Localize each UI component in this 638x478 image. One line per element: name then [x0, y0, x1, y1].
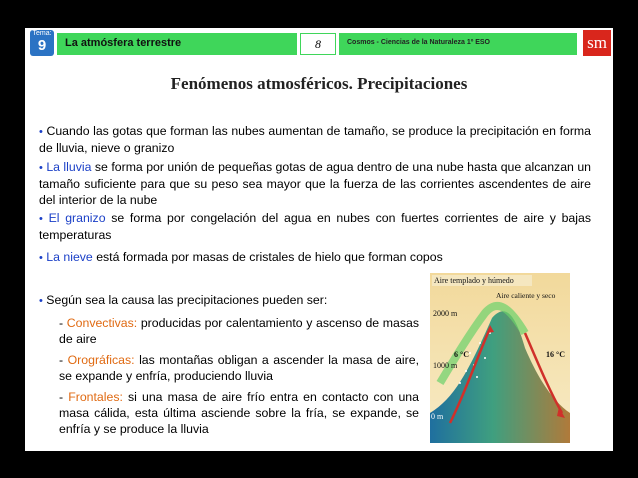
unit-title: La atmósfera terrestre [65, 37, 182, 49]
book-title: Cosmos - Ciencias de la Naturaleza 1º ESO [347, 39, 490, 46]
label-aire-templado: Aire templado y húmedo [434, 276, 514, 285]
altitude-2000: 2000 m [433, 309, 458, 318]
term-orograficas: Orográficas: [67, 353, 135, 367]
unit-title-bar [57, 33, 297, 55]
type-orograficas [59, 352, 419, 384]
bullet-lluvia [39, 159, 591, 208]
tema-number: 9 [37, 37, 47, 54]
term-frontales: Frontales: [68, 390, 123, 404]
slide [25, 28, 613, 451]
bullet-icon: • [39, 213, 43, 225]
bullet-precipitacion [39, 123, 591, 156]
dash: - [59, 390, 64, 404]
term-nieve: La nieve [46, 250, 93, 264]
bullet-text: está formada por masas de cristales de hielo que forman copos [92, 250, 443, 264]
type-convectivas [59, 315, 419, 347]
temp-right: 16 °C [546, 350, 565, 359]
bullet-nieve [39, 249, 591, 266]
bullet-icon: • [39, 162, 43, 174]
bullet-icon: • [39, 252, 43, 264]
tema-badge [30, 30, 54, 56]
bullet-text: se forma por congelación del agua en nubes con fuertes corrientes de aire y bajas temperaturas [39, 211, 591, 242]
label-aire-caliente: Aire caliente y seco [496, 291, 556, 300]
header [25, 28, 613, 58]
altitude-1000: 1000 m [433, 361, 458, 370]
bullet-text: Cuando las gotas que forman las nubes aumentan de tamaño, se produce la precipitación en forma de lluvia, nieve o granizo [39, 124, 591, 155]
sm-logo: sm [583, 30, 611, 56]
bullet-tipos [39, 292, 419, 309]
orographic-diagram [430, 273, 570, 443]
dash: - [59, 353, 64, 367]
bullet-text: se forma por unión de pequeñas gotas de agua dentro de una nube hasta que alcanzan un tamaño suficiente para que su peso sea mayor que la fuerza de las corrientes ascendentes de aire del interior de la nube [39, 160, 592, 207]
type-text: las montañas obligan a ascender la masa de aire, se expande y enfría, produciendo lluvia [59, 353, 420, 383]
type-text: si una masa de aire frío entra en contacto con una masa cálida, esta última asciende sobre la fría, se expande, se enfría y se produce la lluvia [59, 390, 419, 436]
dash: - [59, 316, 64, 330]
altitude-0: 0 m [431, 412, 444, 421]
tema-label: Tema: [32, 30, 52, 37]
slide-title: Fenómenos atmosféricos. Precipitaciones [170, 74, 468, 93]
type-text: producidas por calentamiento y ascenso de masas de aire [59, 316, 419, 346]
book-title-bar [339, 33, 577, 55]
term-lluvia: La lluvia [46, 160, 92, 174]
bullet-text: Según sea la causa las precipitaciones pueden ser: [46, 293, 328, 307]
term-convectivas: Convectivas: [66, 316, 138, 330]
page-number: 8 [300, 33, 336, 55]
bullet-icon: • [39, 295, 43, 307]
bullet-granizo [39, 210, 591, 243]
bullet-icon: • [39, 126, 43, 138]
type-frontales [59, 389, 419, 437]
term-granizo: El granizo [48, 211, 106, 225]
temp-left: 6 °C [454, 350, 469, 359]
